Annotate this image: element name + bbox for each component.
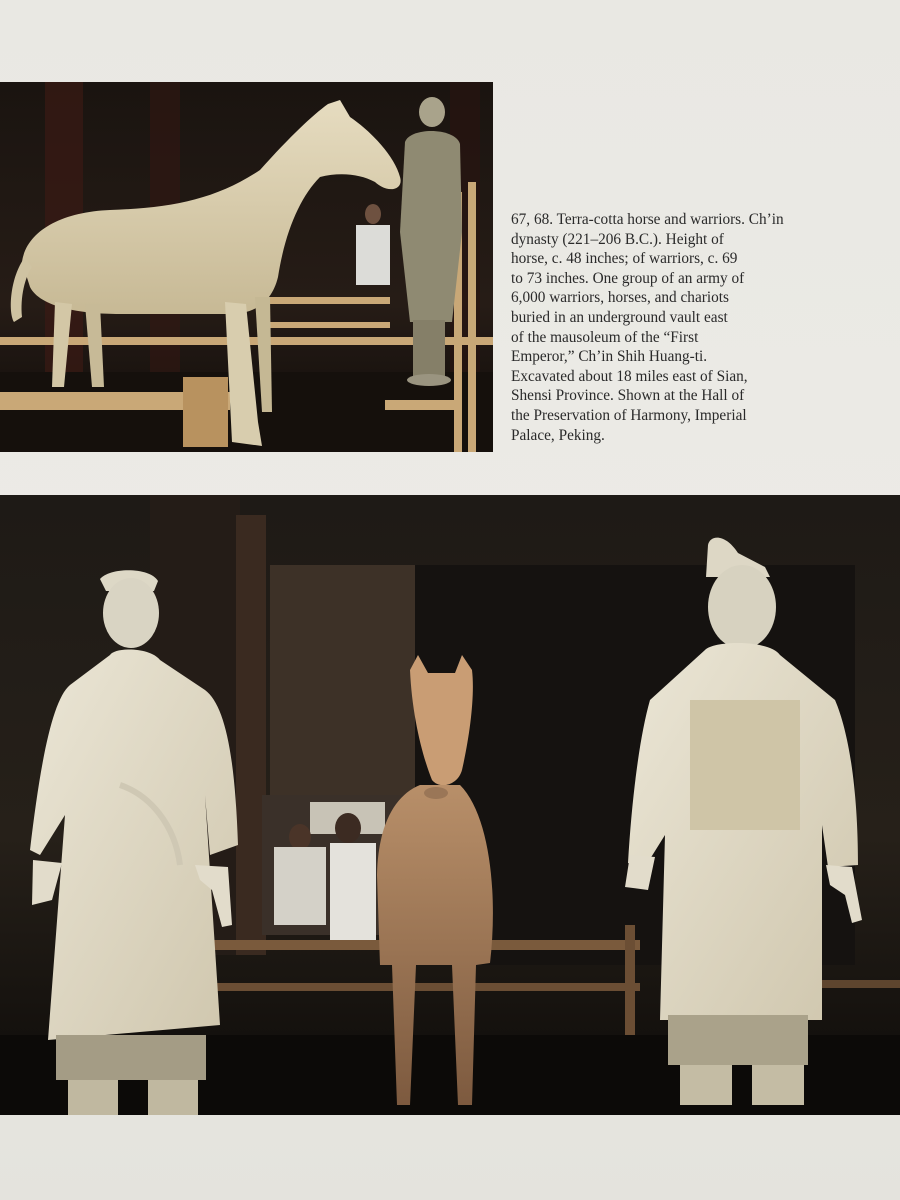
photo-two-warriors-and-horse: [0, 495, 900, 1115]
photo-terracotta-horse-and-warrior: [0, 82, 493, 452]
photo-caption: 67, 68. Terra-cotta horse and warriors. Ch’in dynasty (221–206 B.C.). Height of horse, c. 48 inches; of warriors, c. 69 to 73 inches. One group of an army of 6,000 warriors, horses, and chariots buried in an underground vault east of the mausoleum of the “First Emperor,” Ch’in Shih Huang-ti. Excavated about 18 miles east of Sian, Shensi Province. Shown at the Hall of the Preservation of Harmony, Imperial Palace, Peking.: [511, 211, 784, 444]
photo-top-illustration: [0, 82, 493, 452]
photo-bottom-illustration: [0, 495, 900, 1115]
